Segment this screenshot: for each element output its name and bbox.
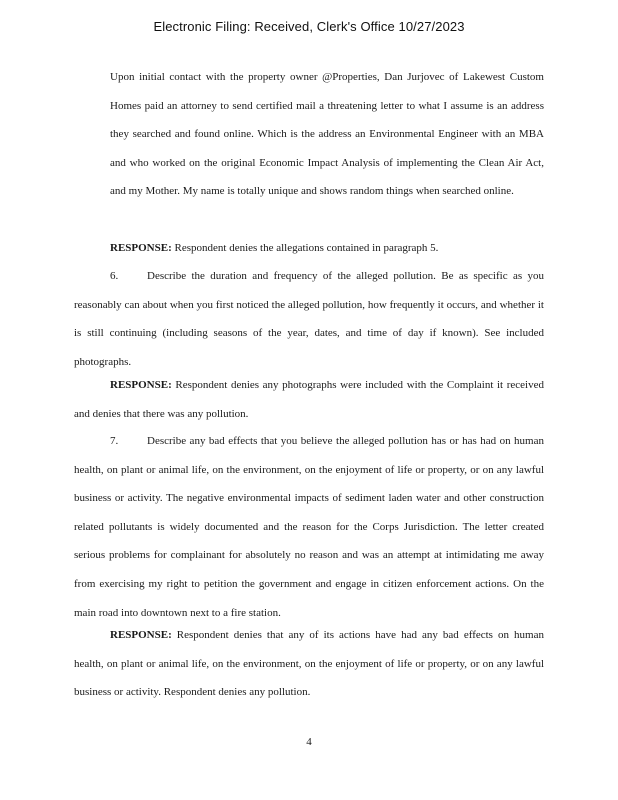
item-text: Describe the duration and frequency of the alleged pollution. Be as specific as you reasonably can about when you first noticed the alleged pollution, how frequently it occurs, and whether it is still continuing (including seasons of the year, dates, and time of day if known). See included photographs.	[74, 270, 544, 368]
response-text: Respondent denies the allegations contained in paragraph 5.	[171, 242, 439, 254]
item-number: 6.	[110, 270, 119, 282]
filing-stamp-header: Electronic Filing: Received, Clerk's Office 10/27/2023	[153, 19, 465, 34]
item-number: 7.	[110, 435, 119, 447]
response-label: RESPONSE:	[110, 629, 172, 641]
response-text: Respondent denies that any of its actions have had any bad effects on human health, on plant or animal life, on the environment, on the enjoyment of life or property, or on any lawful business or activity. Respondent denies any pollution.	[74, 629, 544, 699]
item-text: Describe any bad effects that you believe the alleged pollution has or has had on human health, on plant or animal life, on the environment, on the enjoyment of life or property, or on any lawful business or activity. The negative environmental impacts of sediment laden water and other construction related pollutants is widely documented and the reason for the Corps Jurisdiction. The letter created serious problems for complainant for absolutely no reason and was an attempt at intimidating me away from exercising my right to petition the government and engage in citizen enforcement actions. On the main road into downtown next to a fire station.	[74, 435, 544, 619]
item-7	[74, 427, 544, 627]
response-text: Respondent denies any photographs were included with the Complaint it received and denies that there was any pollution.	[74, 379, 544, 420]
response-5	[74, 234, 544, 263]
page-number: 4	[306, 736, 312, 748]
response-6	[74, 371, 544, 428]
response-7	[74, 621, 544, 707]
paragraph-5-continued: Upon initial contact with the property owner @Properties, Dan Jurjovec of Lakewest Custom Homes paid an attorney to send certified mail a threatening letter to what I assume is an address they searched and found online. Which is the address an Environmental Engineer with an MBA and who worked on the original Economic Impact Analysis of implementing the Clean Air Act, and my Mother. My name is totally unique and shows random things when searched online.	[110, 71, 544, 198]
item-6	[74, 262, 544, 376]
response-label: RESPONSE:	[110, 242, 172, 254]
response-label: RESPONSE:	[110, 379, 172, 391]
